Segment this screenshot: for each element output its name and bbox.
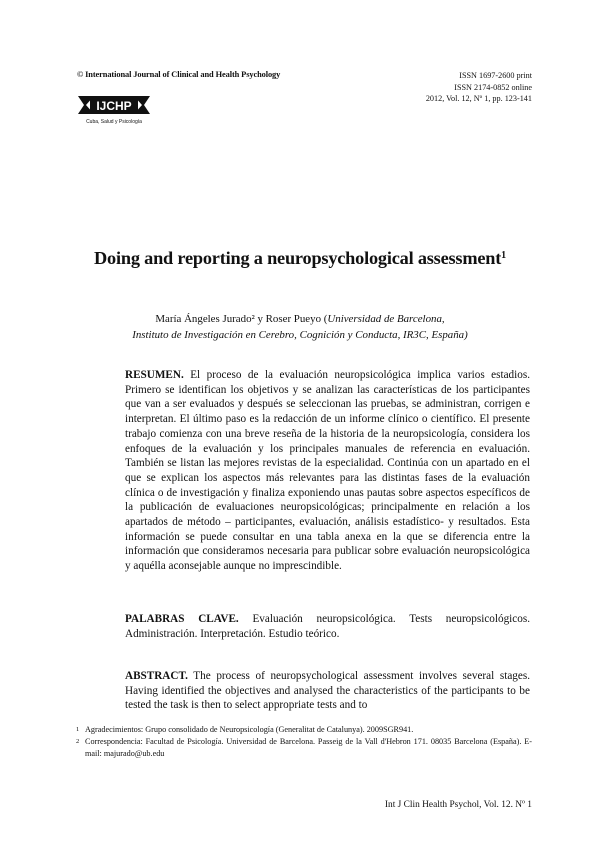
title-text: Doing and reporting a neuropsychological assessment (94, 248, 502, 268)
journal-header: © International Journal of Clinical and Health Psychology (77, 70, 281, 79)
logo-subtext: Cuba, Salud y Psicología (86, 119, 142, 125)
footnote-text: Agradecimientos: Grupo consolidado de Neuropsicología (Generalitat de Catalunya). 2009SGR941. (85, 725, 414, 734)
issn-block (392, 70, 532, 105)
footnote-2 (76, 736, 532, 760)
footnote-number: 1 (76, 726, 80, 733)
footnote-1 (76, 724, 532, 736)
keywords-text: Evaluación neuropsicológica. Tests neuropsicológicos. Administración. Interpretación. Estudio teórico. (125, 613, 531, 640)
resumen-label: RESUMEN. (125, 369, 184, 381)
volume-info: 2012, Vol. 12, Nº 1, pp. 123-141 (425, 94, 532, 104)
title-footnote-marker: 1 (501, 250, 506, 261)
keywords-paragraph (125, 612, 530, 641)
affiliation-line (60, 328, 540, 344)
affiliation-1: Universidad de Barcelona, (327, 313, 445, 325)
keywords-label: PALABRAS CLAVE. (125, 613, 239, 625)
author-line (60, 312, 540, 328)
abstract-paragraph (125, 669, 530, 713)
footnotes (76, 724, 532, 760)
issn-print: ISSN 1697-2600 print (459, 71, 532, 80)
journal-logo-graphic (76, 92, 152, 126)
author-block (60, 312, 540, 343)
journal-logo (76, 92, 152, 126)
resumen-text: El proceso de la evaluación neuropsicológica implica varios estadios. Primero se identifican los objetivos y se analizan las características de los participantes que van a ser evaluados y después se seleccionan las pruebas, se administran, corrigen e interpretan. El último paso es la redacción de un informe clínico o científico. El presente trabajo comienza con una breve reseña de la historia de la neuropsicología, considera los enfoques de la evaluación y los principales manuales de referencia en evaluación. También se listan las mejores revistas de la especialidad. Continúa con un apartado en el que se explican los aspectos más relevantes para las distintas fases de la evaluación clínica o de investigación y finaliza exponiendo unas pautas sobre aspectos específicos de la publicación de evaluaciones neuropsicológicas; principalmente en relación a los apartados de método – participantes, evaluación, análisis estadístico- y resultados. Esta información se puede consultar en una tabla anexa en la que se diferencia entre la información que consideramos necesaria para publicar sobre evaluación neuropsicológica y aquélla aconsejable aunque no imprescindible. (125, 369, 530, 573)
abstract-label: ABSTRACT. (125, 670, 188, 682)
affiliation-2: Instituto de Investigación en Cerebro, Cognición y Conducta, IR3C, España) (132, 328, 468, 341)
page-footer-citation: Int J Clin Health Psychol, Vol. 12. Nº 1 (384, 800, 532, 810)
abstract-text: The process of neuropsychological assessment involves several stages. Having identified the objectives and analysed the characteristics of the participants to be tested the task is then to select appropriate tests and to (125, 670, 530, 712)
footnote-text: Correspondencia: Facultad de Psicología. Universidad de Barcelona. Passeig de la Vall d'Hebron 171. 08035 Barcelona (España). E-mail: majurado@ub.edu (85, 737, 532, 758)
logo-text: IJCHP (96, 99, 132, 113)
issn-online: ISSN 2174-0852 online (454, 82, 532, 92)
footnote-number: 2 (76, 738, 80, 745)
resumen-paragraph (125, 368, 530, 574)
author-names: María Ángeles Jurado² y Roser Pueyo ( (155, 313, 328, 325)
paper-title (60, 247, 540, 270)
